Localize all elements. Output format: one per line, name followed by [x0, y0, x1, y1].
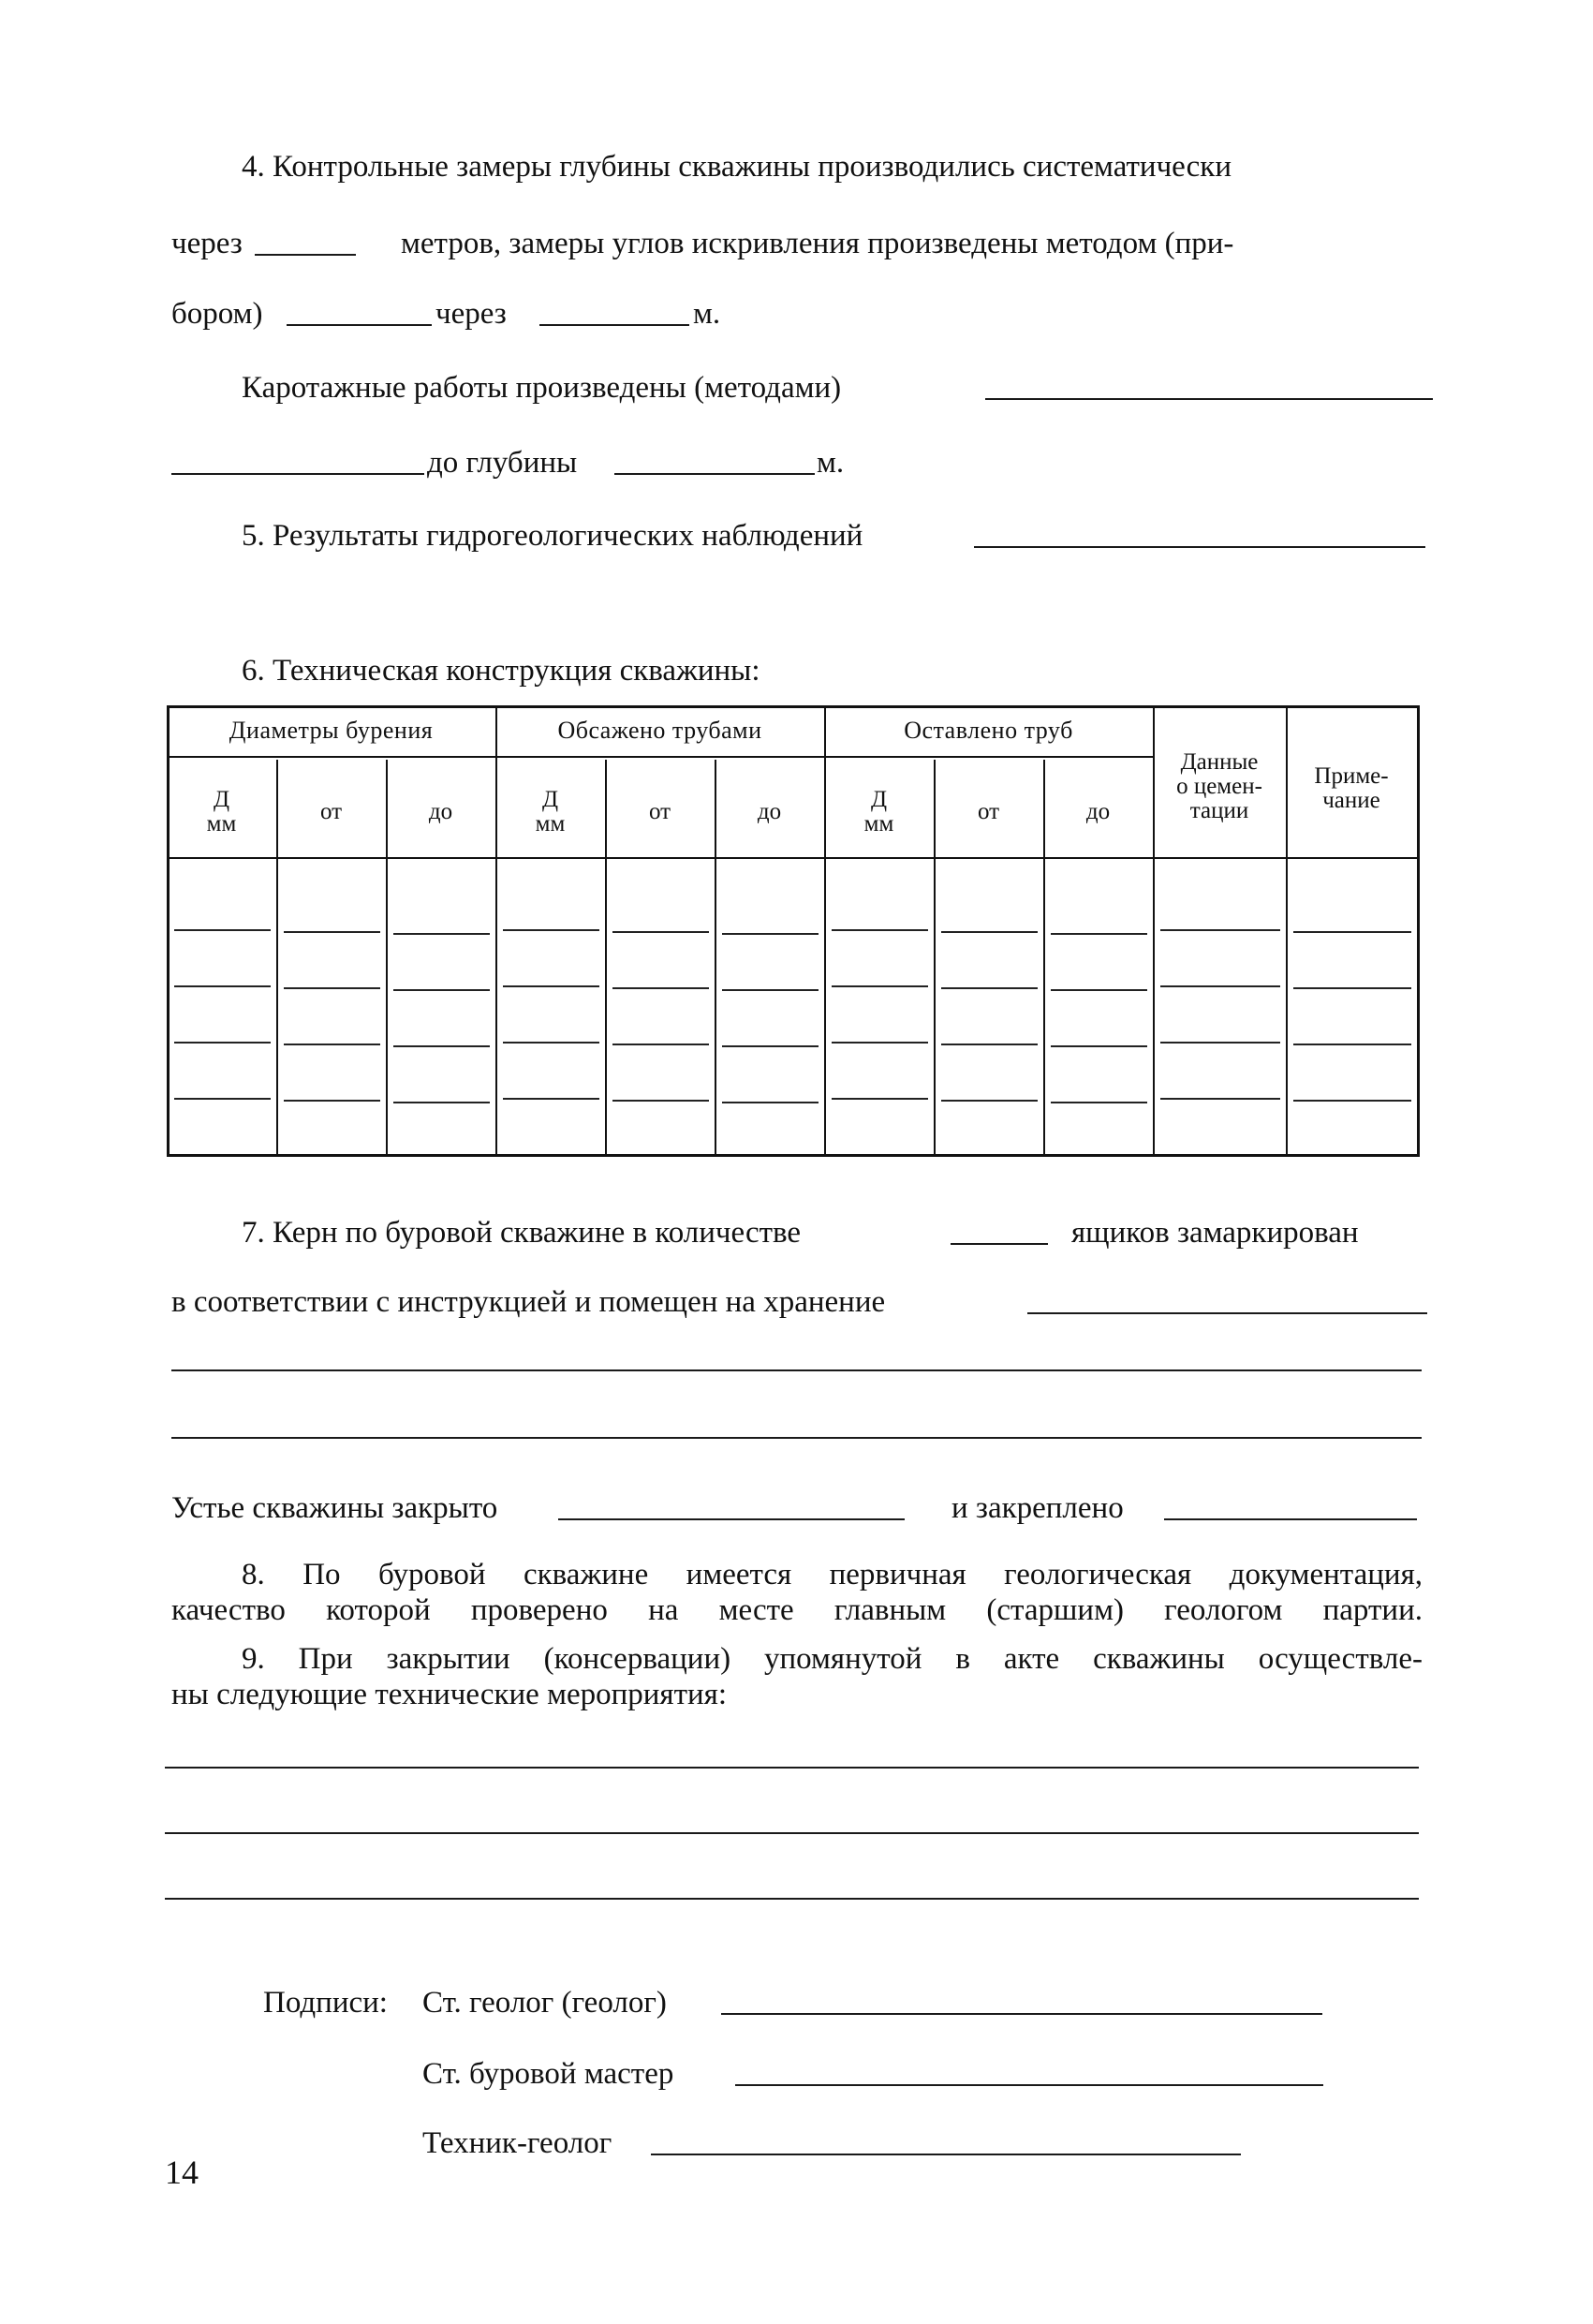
- section9-paragraph: [171, 1641, 1423, 1712]
- subhead-d-letter: Д: [213, 787, 230, 812]
- section8-line1: 8. По буровой скважине имеется первичная геологическая документация,: [242, 1558, 1423, 1591]
- storage-blank[interactable]: [1027, 1312, 1427, 1314]
- group-casing: Обсажено трубами: [557, 717, 762, 744]
- table-cell-blank[interactable]: [174, 1042, 271, 1044]
- table-cell-blank[interactable]: [612, 987, 709, 989]
- mouth-fixed-blank[interactable]: [1164, 1518, 1417, 1520]
- via-text: через: [171, 227, 243, 260]
- cementing-line-3: тации: [1189, 798, 1249, 823]
- table-cell-blank[interactable]: [1051, 989, 1147, 991]
- table-cell-blank[interactable]: [1293, 1044, 1411, 1045]
- section8-line2: качество которой проверено на месте главным (старшим) геологом партии.: [171, 1593, 1423, 1627]
- section4-line1: [0, 148, 1593, 185]
- table-cell-blank[interactable]: [941, 1100, 1038, 1102]
- page-number: 14: [165, 2154, 199, 2191]
- master-label: Ст. буровой мастер: [422, 2057, 674, 2091]
- hydro-text: 5. Результаты гидрогеологических наблюдений: [242, 519, 863, 553]
- signature-master-line: [0, 2055, 1593, 2093]
- signatures-label: Подписи:: [263, 1986, 388, 2020]
- logging-depth-blank[interactable]: [614, 473, 815, 475]
- master-signature-blank[interactable]: [735, 2084, 1323, 2086]
- signature-technician-line: [0, 2124, 1593, 2162]
- to-depth-text: до глубины: [427, 446, 578, 480]
- well-mouth-line: [0, 1489, 1593, 1527]
- table-cell-blank[interactable]: [174, 1098, 271, 1100]
- section6-line: [0, 652, 1593, 689]
- group-divider-2: [824, 705, 826, 1155]
- table-cell-blank[interactable]: [941, 931, 1038, 933]
- group-left-pipes: Оставлено труб: [904, 717, 1073, 744]
- table-cell-blank[interactable]: [393, 1045, 490, 1047]
- storage-blank-3[interactable]: [171, 1437, 1422, 1439]
- logging-method-blank-2[interactable]: [171, 473, 424, 475]
- measures-blank-2[interactable]: [165, 1832, 1419, 1834]
- geologist-signature-blank[interactable]: [721, 2013, 1322, 2015]
- table-cell-blank[interactable]: [1293, 1100, 1411, 1102]
- subhead-from-2: от: [648, 799, 671, 824]
- table-cell-blank[interactable]: [832, 1042, 928, 1044]
- table-cell-blank[interactable]: [832, 929, 928, 931]
- section4-line3: [0, 295, 1593, 333]
- table-cell-blank[interactable]: [1051, 1045, 1147, 1047]
- table-cell-blank[interactable]: [722, 989, 819, 991]
- logging-method-blank[interactable]: [985, 398, 1433, 400]
- section8-paragraph: [171, 1557, 1423, 1628]
- table-cell-blank[interactable]: [722, 1102, 819, 1103]
- geologist-label: Ст. геолог (геолог): [422, 1986, 667, 2020]
- interval-blank[interactable]: [255, 254, 356, 256]
- table-cell-blank[interactable]: [503, 1042, 599, 1044]
- cementing-line-1: Данные: [1180, 749, 1259, 775]
- table-cell-blank[interactable]: [393, 1102, 490, 1103]
- table-cell-blank[interactable]: [284, 987, 380, 989]
- table-cell-blank[interactable]: [1160, 1042, 1280, 1044]
- table-cell-blank[interactable]: [393, 989, 490, 991]
- table-cell-blank[interactable]: [284, 1100, 380, 1102]
- table-cell-blank[interactable]: [393, 933, 490, 935]
- table-cell-blank[interactable]: [832, 1098, 928, 1100]
- subhead-to-2: до: [757, 799, 782, 824]
- table-right-border: [1417, 705, 1420, 1157]
- table-cell-blank[interactable]: [612, 1100, 709, 1102]
- storage-blank-2[interactable]: [171, 1369, 1422, 1371]
- angle-interval-blank[interactable]: [539, 324, 689, 326]
- table-cell-blank[interactable]: [503, 1098, 599, 1100]
- subhead-d-letter: Д: [541, 787, 559, 812]
- section5-line: [0, 517, 1593, 555]
- note-line-1: Приме-: [1314, 763, 1389, 789]
- table-cell-blank[interactable]: [174, 929, 271, 931]
- table-top-border: [167, 705, 1420, 708]
- table-cell-blank[interactable]: [503, 985, 599, 987]
- mouth-fixed-text: и закреплено: [951, 1491, 1124, 1525]
- table-cell-blank[interactable]: [1160, 929, 1280, 931]
- logging-text: Каротажные работы произведены (методами): [242, 371, 842, 405]
- table-cell-blank[interactable]: [284, 1044, 380, 1045]
- subhead-d-3: [824, 788, 934, 836]
- table-cell-blank[interactable]: [1293, 987, 1411, 989]
- table-cell-blank[interactable]: [941, 1044, 1038, 1045]
- technician-signature-blank[interactable]: [651, 2154, 1241, 2155]
- table-left-border: [167, 705, 170, 1157]
- section4-line2: [0, 225, 1593, 262]
- subhead-d-1: [167, 788, 276, 836]
- table-cell-blank[interactable]: [1293, 931, 1411, 933]
- section9-line1: 9. При закрытии (консервации) упомянутой в акте скважины осуществле-: [242, 1642, 1423, 1676]
- method-text: метров, замеры углов искривления произведены методом (при-: [401, 227, 1234, 260]
- device-text: бором): [171, 297, 263, 331]
- signature-geologist-line: [0, 1984, 1593, 2021]
- section7-line2: [0, 1283, 1593, 1321]
- group-divider-1: [495, 705, 497, 1155]
- subhead-from-3: от: [977, 799, 1000, 824]
- device-blank[interactable]: [287, 324, 432, 326]
- box-count-blank[interactable]: [951, 1243, 1048, 1245]
- section4-heading-text: 4. Контрольные замеры глубины скважины производились систематически: [242, 150, 1232, 184]
- technician-label: Техник-геолог: [422, 2126, 612, 2160]
- table-cell-blank[interactable]: [612, 1044, 709, 1045]
- table-cell-blank[interactable]: [722, 933, 819, 935]
- core-text: 7. Керн по буровой скважине в количестве: [242, 1216, 802, 1250]
- subhead-d-unit: мм: [535, 811, 566, 836]
- section9-line2: ны следующие технические мероприятия:: [171, 1678, 728, 1711]
- section7-line1: [0, 1214, 1593, 1251]
- subhead-d-2: [495, 788, 605, 836]
- meters-unit: м.: [693, 297, 721, 331]
- table-cell-blank[interactable]: [722, 1045, 819, 1047]
- construction-title: 6. Техническая конструкция скважины:: [242, 654, 760, 688]
- table-cell-blank[interactable]: [1160, 985, 1280, 987]
- table-cell-blank[interactable]: [832, 985, 928, 987]
- table-cell-blank[interactable]: [612, 931, 709, 933]
- table-cell-blank[interactable]: [941, 987, 1038, 989]
- cementing-line-2: о цемен-: [1176, 774, 1262, 799]
- group-drilling-diameters: Диаметры бурения: [229, 717, 434, 744]
- storage-text: в соответствии с инструкцией и помещен на хранение: [171, 1285, 886, 1319]
- logging-depth-line: [0, 444, 1593, 481]
- mouth-closed-blank[interactable]: [558, 1518, 905, 1520]
- meters-unit-2: м.: [817, 446, 845, 480]
- via-text-2: через: [435, 297, 507, 331]
- cementing-header: [1153, 750, 1286, 823]
- subhead-d-unit: мм: [206, 811, 237, 836]
- subhead-to-1: до: [428, 799, 453, 824]
- table-cell-blank[interactable]: [503, 929, 599, 931]
- subhead-to-3: до: [1085, 799, 1111, 824]
- subhead-d-letter: Д: [870, 787, 888, 812]
- subhead-d-unit: мм: [863, 811, 894, 836]
- mouth-closed-text: Устье скважины закрыто: [171, 1491, 498, 1525]
- note-line-2: чание: [1322, 788, 1380, 813]
- boxes-marked-text: ящиков замаркирован: [1071, 1216, 1359, 1250]
- table-cell-blank[interactable]: [174, 985, 271, 987]
- header-bottom-line: [167, 857, 1417, 859]
- logging-line: [0, 369, 1593, 407]
- table-cell-blank[interactable]: [284, 931, 380, 933]
- table-cell-blank[interactable]: [1051, 933, 1147, 935]
- note-header: [1286, 764, 1417, 813]
- measures-blank-1[interactable]: [165, 1767, 1419, 1769]
- measures-blank-3[interactable]: [165, 1898, 1419, 1900]
- table-bottom-border: [167, 1154, 1420, 1157]
- hydro-blank[interactable]: [974, 546, 1425, 548]
- table-cell-blank[interactable]: [1160, 1098, 1280, 1100]
- group-header-underline: [167, 756, 1153, 758]
- subhead-from-1: от: [319, 799, 343, 824]
- construction-table: [167, 705, 1420, 1157]
- table-cell-blank[interactable]: [1051, 1102, 1147, 1103]
